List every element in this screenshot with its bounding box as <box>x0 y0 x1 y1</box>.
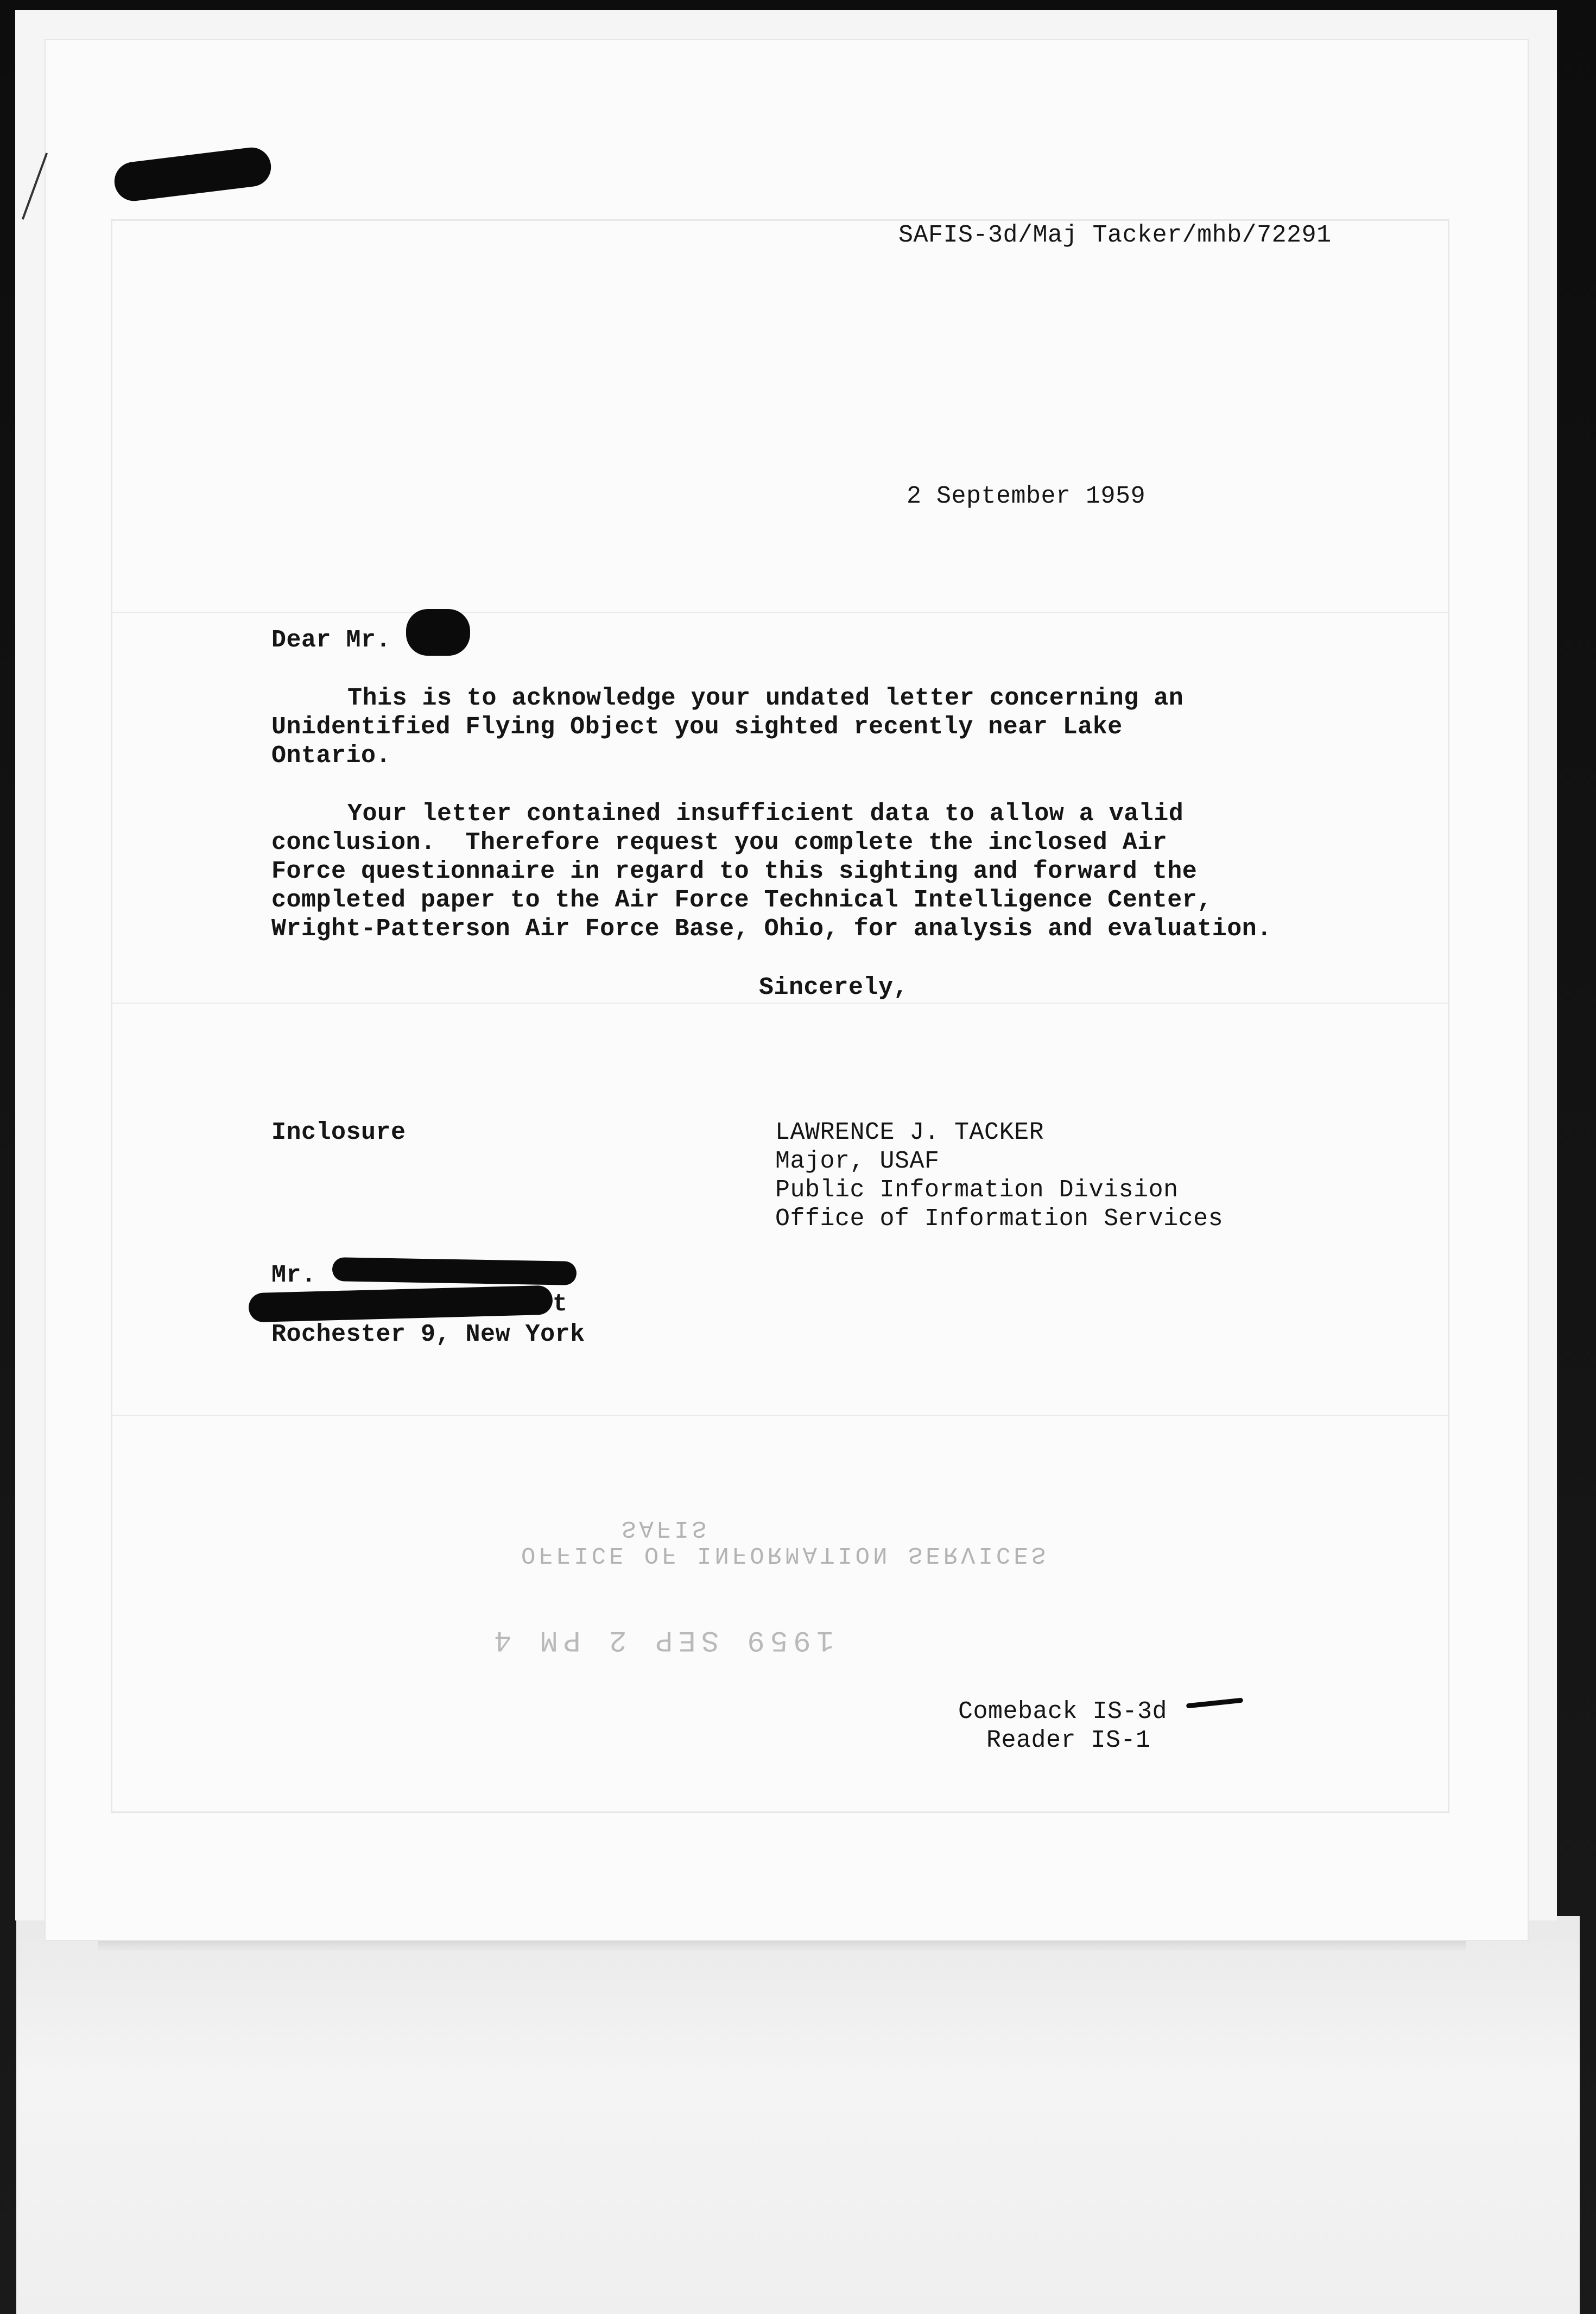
inclosure-label: Inclosure <box>271 1119 406 1146</box>
paragraph-1-line: Unidentified Flying Object you sighted recently near Lake <box>271 713 1123 741</box>
paragraph-2-line: Force questionnaire in regard to this sighting and forward the <box>271 858 1198 885</box>
bleed-through-line <box>112 1415 1448 1416</box>
bleed-through-form-outline <box>111 219 1449 1813</box>
received-stamp-code: SAFIS <box>622 1514 710 1542</box>
redaction-salutation-name <box>406 609 470 656</box>
signer-rank: Major, USAF <box>775 1148 940 1175</box>
paragraph-2-line: completed paper to the Air Force Technical Intelligence Center, <box>271 886 1212 914</box>
signer-office: Office of Information Services <box>775 1205 1224 1233</box>
received-stamp-office: OFFICE OF INFORMATION SERVICES <box>521 1540 1049 1568</box>
file-reference: SAFIS-3d/Maj Tacker/mhb/72291 <box>898 221 1332 249</box>
addressee-city: Rochester 9, New York <box>271 1321 585 1348</box>
paragraph-2-line: Wright-Patterson Air Force Base, Ohio, for analysis and evaluation. <box>271 915 1272 943</box>
underlying-sheet <box>16 1916 1580 2314</box>
paragraph-1-line: This is to acknowledge your undated letter concerning an <box>347 684 1184 712</box>
salutation: Dear Mr. <box>271 626 391 654</box>
letter-date: 2 September 1959 <box>907 483 1146 510</box>
received-stamp-datetime: 1959 SEP 2 PM 4 <box>489 1623 834 1656</box>
closing: Sincerely, <box>759 974 909 1001</box>
bleed-through-line <box>112 1003 1448 1004</box>
signer-division: Public Information Division <box>775 1176 1179 1204</box>
paragraph-2-line: conclusion. Therefore request you complete the inclosed Air <box>271 829 1168 857</box>
addressee-prefix: Mr. <box>271 1261 316 1289</box>
addressee-street-tail: t <box>553 1290 568 1318</box>
paragraph-1-line: Ontario. <box>271 742 391 770</box>
bleed-through-line <box>112 612 1448 613</box>
paragraph-2-line: Your letter contained insufficient data to allow a valid <box>347 800 1184 828</box>
routing-comeback: Comeback IS-3d <box>958 1698 1168 1726</box>
redaction-addressee-name <box>332 1257 577 1285</box>
signer-name: LAWRENCE J. TACKER <box>775 1119 1044 1146</box>
routing-reader: Reader IS-1 <box>986 1727 1151 1754</box>
